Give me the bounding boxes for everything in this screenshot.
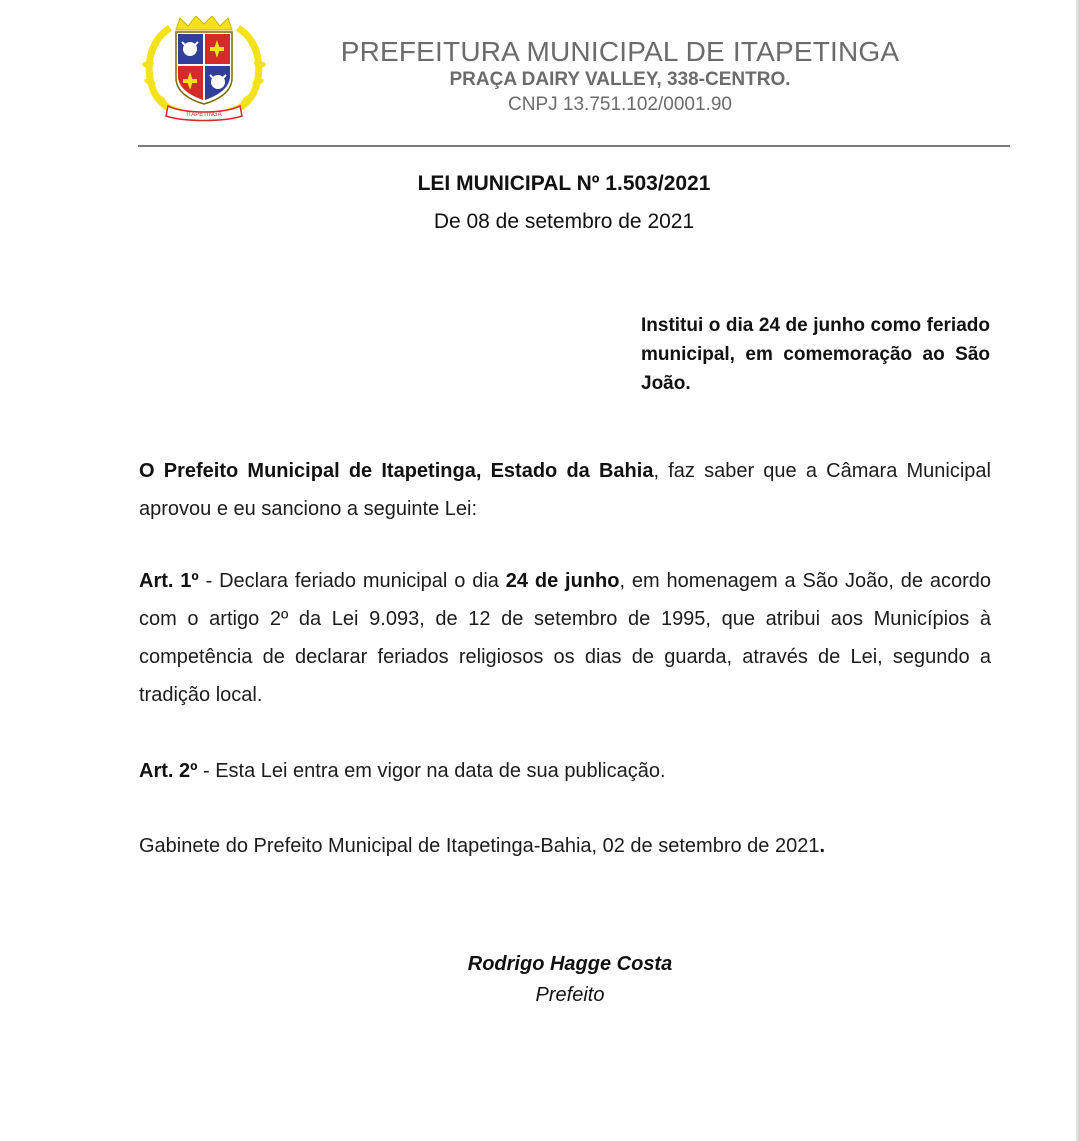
- closing-paragraph: [139, 827, 991, 865]
- page-edge-shadow: [1076, 0, 1080, 1141]
- article-2-text: - Esta Lei entra em vigor na data de sua publicação.: [197, 760, 666, 782]
- law-summary-ementa: Institui o dia 24 de junho como feriado municipal, em comemoração ao São João.: [641, 315, 990, 394]
- signatory-role: Prefeito: [535, 984, 605, 1006]
- closing-period: .: [819, 835, 826, 857]
- header-divider: [138, 145, 1010, 147]
- enactment-authority: O Prefeito Municipal de Itapetinga, Estado da Bahia: [139, 460, 654, 482]
- signatory-name: Rodrigo Hagge Costa: [467, 953, 673, 975]
- closing-text: Gabinete do Prefeito Municipal de Itapetinga-Bahia, 02 de setembro de 2021: [139, 835, 820, 857]
- law-date: De 08 de setembro de 2021: [433, 210, 695, 233]
- coat-of-arms-logo: [140, 16, 268, 122]
- article-1-text-b: , em homenagem a São João, de acordo com o artigo 2º da Lei 9.093, de 12 de setembro de 1995, que atribui aos Municípios à competência de declarar feriados religiosos os dias de guarda, através de Lei, segundo a tradição local.: [139, 570, 992, 706]
- municipality-title: PREFEITURA MUNICIPAL DE ITAPETINGA: [340, 36, 900, 67]
- crest-ribbon-text: ITAPETINGA: [186, 112, 222, 118]
- law-number-heading: LEI MUNICIPAL Nº 1.503/2021: [417, 172, 711, 195]
- municipality-address: PRAÇA DAIRY VALLEY, 338-CENTRO.: [449, 69, 791, 90]
- enactment-text: , faz saber que a Câmara Municipal aprovou e eu sanciono a seguinte Lei:: [139, 460, 991, 520]
- article-1-holiday-date: 24 de junho: [505, 570, 620, 592]
- municipality-cnpj: CNPJ 13.751.102/0001.90: [508, 94, 732, 115]
- article-1-paragraph: [139, 562, 991, 714]
- article-1-label: Art. 1º: [139, 570, 199, 592]
- enactment-paragraph: [139, 452, 991, 528]
- article-2-label: Art. 2º: [139, 760, 198, 782]
- article-2-paragraph: [139, 752, 991, 790]
- article-1-text-a: - Declara feriado municipal o dia: [198, 570, 506, 592]
